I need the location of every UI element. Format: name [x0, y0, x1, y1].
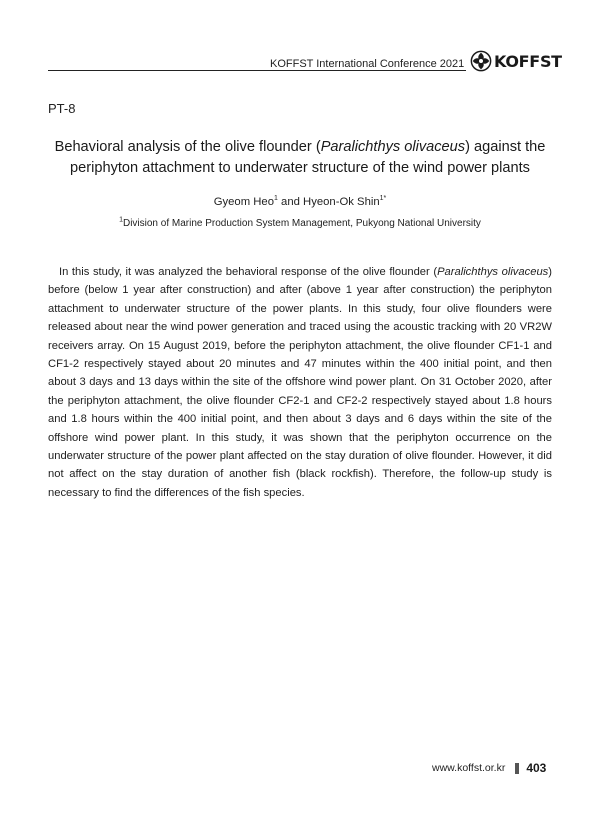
author-name: Hyeon-Ok Shin	[303, 196, 380, 208]
title-species: Paralichthys olivaceus	[320, 139, 466, 155]
abstract-species: Paralichthys olivaceus	[437, 266, 549, 278]
header-rule	[48, 70, 466, 71]
author-name: Gyeom Heo	[213, 196, 274, 208]
abstract	[48, 263, 552, 502]
footer-url: www.koffst.or.kr	[432, 762, 506, 774]
title-part-1: Behavioral analysis of the olive flounder (	[54, 139, 321, 155]
koffst-logo-icon	[470, 50, 492, 72]
footer-separator	[515, 763, 519, 774]
author-affiliation-mark: 1	[274, 195, 278, 203]
koffst-logo	[470, 50, 562, 72]
poster-code: PT-8	[48, 101, 76, 116]
author-conjunction: and	[277, 196, 304, 208]
page-footer	[432, 760, 546, 776]
conference-name: KOFFST International Conference 2021	[270, 58, 465, 70]
paper-title	[48, 137, 552, 179]
abstract-body: ) before (below 1 year after construction) and after (above 1 year after construction) the periphyton attachment to underwater structure of the power plants. In this study, four olive flounders were released about near the wind power generation and traced using the acoustic tracking with 20 VR2W receivers array. On 15 August 2019, before the periphyton attachment, the olive flounder CF1-1 and CF1-2 respectively stayed about 20 minutes and 47 minutes within the 400 initial point, and then about 3 days and 13 days within the site of the offshore wind power plant. On 31 October 2020, after the periphyton attachment, the olive flounder CF2-1 and CF2-2 respectively stayed about 1.8 hours and 1.8 hours within the 400 initial point, and then about 3 days and 6 days within the site of the offshore wind power plant. In this study, it was shown that the periphyton occurrence on the underwater structure of the power plant affected on the stay duration of olive flounder. However, it did not affect on the stay duration of another fish (black rockfish). Therefore, the follow-up study is necessary to find the differences of the fish species.	[48, 266, 552, 499]
logo-wordmark: KOFFST	[494, 51, 562, 71]
author-list	[48, 196, 552, 208]
author-affiliation-mark: 1*	[379, 195, 387, 203]
affiliation-text: Division of Marine Production System Management, Pukyong National University	[122, 218, 481, 229]
title-part-2: ) against the periphyton attachment to underwater structure of the wind power plants	[70, 139, 546, 176]
page-number: 403	[526, 761, 547, 775]
abstract-intro: In this study, it was analyzed the behavioral response of the olive flounder (	[59, 266, 438, 278]
affiliation	[48, 218, 552, 229]
affiliation-mark: 1	[119, 216, 123, 224]
